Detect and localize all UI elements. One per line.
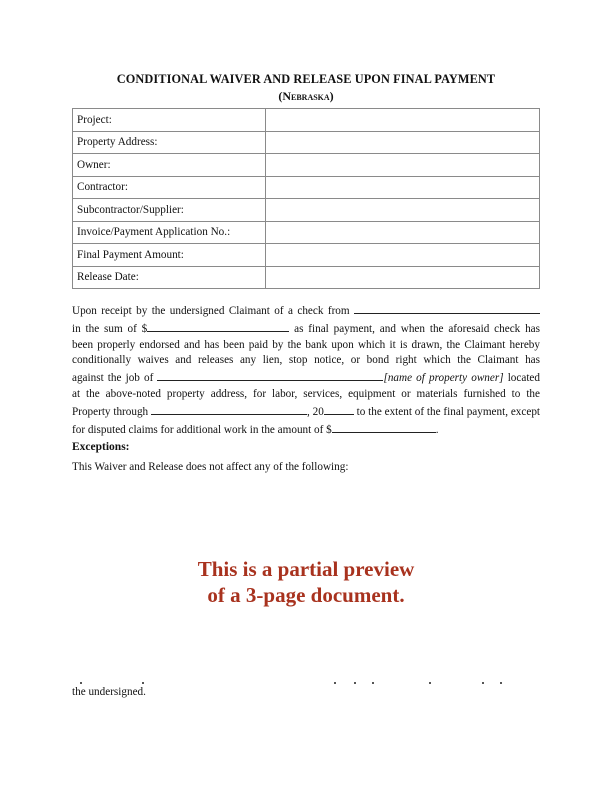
text-check-from: Upon receipt by the undersigned Claimant of a check from (72, 305, 350, 317)
row-label-owner: Owner: (73, 154, 266, 177)
paragraph-line (72, 403, 540, 421)
table-row (73, 131, 540, 154)
property-owner-blank[interactable] (157, 369, 383, 381)
row-label-contractor: Contractor: (73, 176, 266, 199)
row-value-contractor[interactable] (266, 176, 540, 199)
paragraph-line (72, 320, 540, 338)
text-year-prefix: , 20 (306, 405, 324, 418)
table-row (73, 154, 540, 177)
preview-line-1: This is a partial preview (197, 557, 415, 581)
sum-amount-blank[interactable] (147, 320, 289, 332)
disputed-amount-blank[interactable] (332, 421, 436, 433)
table-row (73, 266, 540, 289)
text-as-final-payment: as final payment, and when the aforesaid check has (294, 322, 541, 335)
through-date-blank[interactable] (151, 403, 307, 415)
table-row (73, 221, 540, 244)
row-label-final-payment: Final Payment Amount: (73, 244, 266, 267)
document-title: CONDITIONAL WAIVER AND RELEASE UPON FINAL PAYMENT (116, 72, 496, 86)
preview-line-2: of a 3-page document. (207, 583, 405, 607)
truncated-text-fragment: the undersigned. (72, 686, 146, 698)
document-subtitle: (Nebraska) (278, 89, 334, 103)
row-label-subcontractor: Subcontractor/Supplier: (73, 199, 266, 222)
exceptions-heading: Exceptions: (72, 441, 130, 453)
exceptions-text: This Waiver and Release does not affect any of the following: (72, 461, 349, 473)
table-row (73, 109, 540, 132)
check-issuer-blank[interactable] (354, 302, 540, 314)
text-property-through: Property through (72, 405, 149, 418)
year-blank[interactable] (324, 403, 354, 415)
partial-preview-notice (0, 556, 612, 608)
text-disputed-claims: for disputed claims for additional work in the amount of $ (72, 423, 332, 436)
row-value-release-date[interactable] (266, 266, 540, 289)
row-value-final-payment[interactable] (266, 244, 540, 267)
row-value-invoice[interactable] (266, 221, 540, 244)
text-located: located (507, 372, 540, 385)
row-value-property-address[interactable] (266, 131, 540, 154)
row-label-release-date: Release Date: (73, 266, 266, 289)
row-label-property-address: Property Address: (73, 131, 266, 154)
row-value-project[interactable] (266, 109, 540, 132)
project-info-table (72, 108, 540, 289)
text-sum-of: in the sum of $ (72, 322, 148, 335)
text-extent: to the extent of the final payment, except (356, 405, 541, 418)
paragraph-line: at the above-noted property address, for labor, services, equipment or materials furnished to the (72, 387, 540, 400)
paragraph-line: been properly endorsed and has been paid by the bank upon which it is drawn, the Claimant hereby (72, 338, 540, 351)
paragraph-line: conditionally waives and releases any lien, stop notice, or bond right which the Claimant has (72, 354, 540, 367)
paragraph-line (72, 421, 540, 439)
row-label-invoice: Invoice/Payment Application No.: (73, 221, 266, 244)
text-property-owner-hint: [name of property owner] (383, 372, 504, 385)
waiver-paragraph (72, 302, 540, 438)
row-value-subcontractor[interactable] (266, 199, 540, 222)
row-label-project: Project: (73, 109, 266, 132)
text-period: . (435, 423, 439, 436)
table-row (73, 244, 540, 267)
text-against-job: against the job of (72, 372, 154, 385)
table-row (73, 199, 540, 222)
row-value-owner[interactable] (266, 154, 540, 177)
table-row (73, 176, 540, 199)
paragraph-line (72, 369, 540, 387)
paragraph-line (72, 302, 540, 320)
